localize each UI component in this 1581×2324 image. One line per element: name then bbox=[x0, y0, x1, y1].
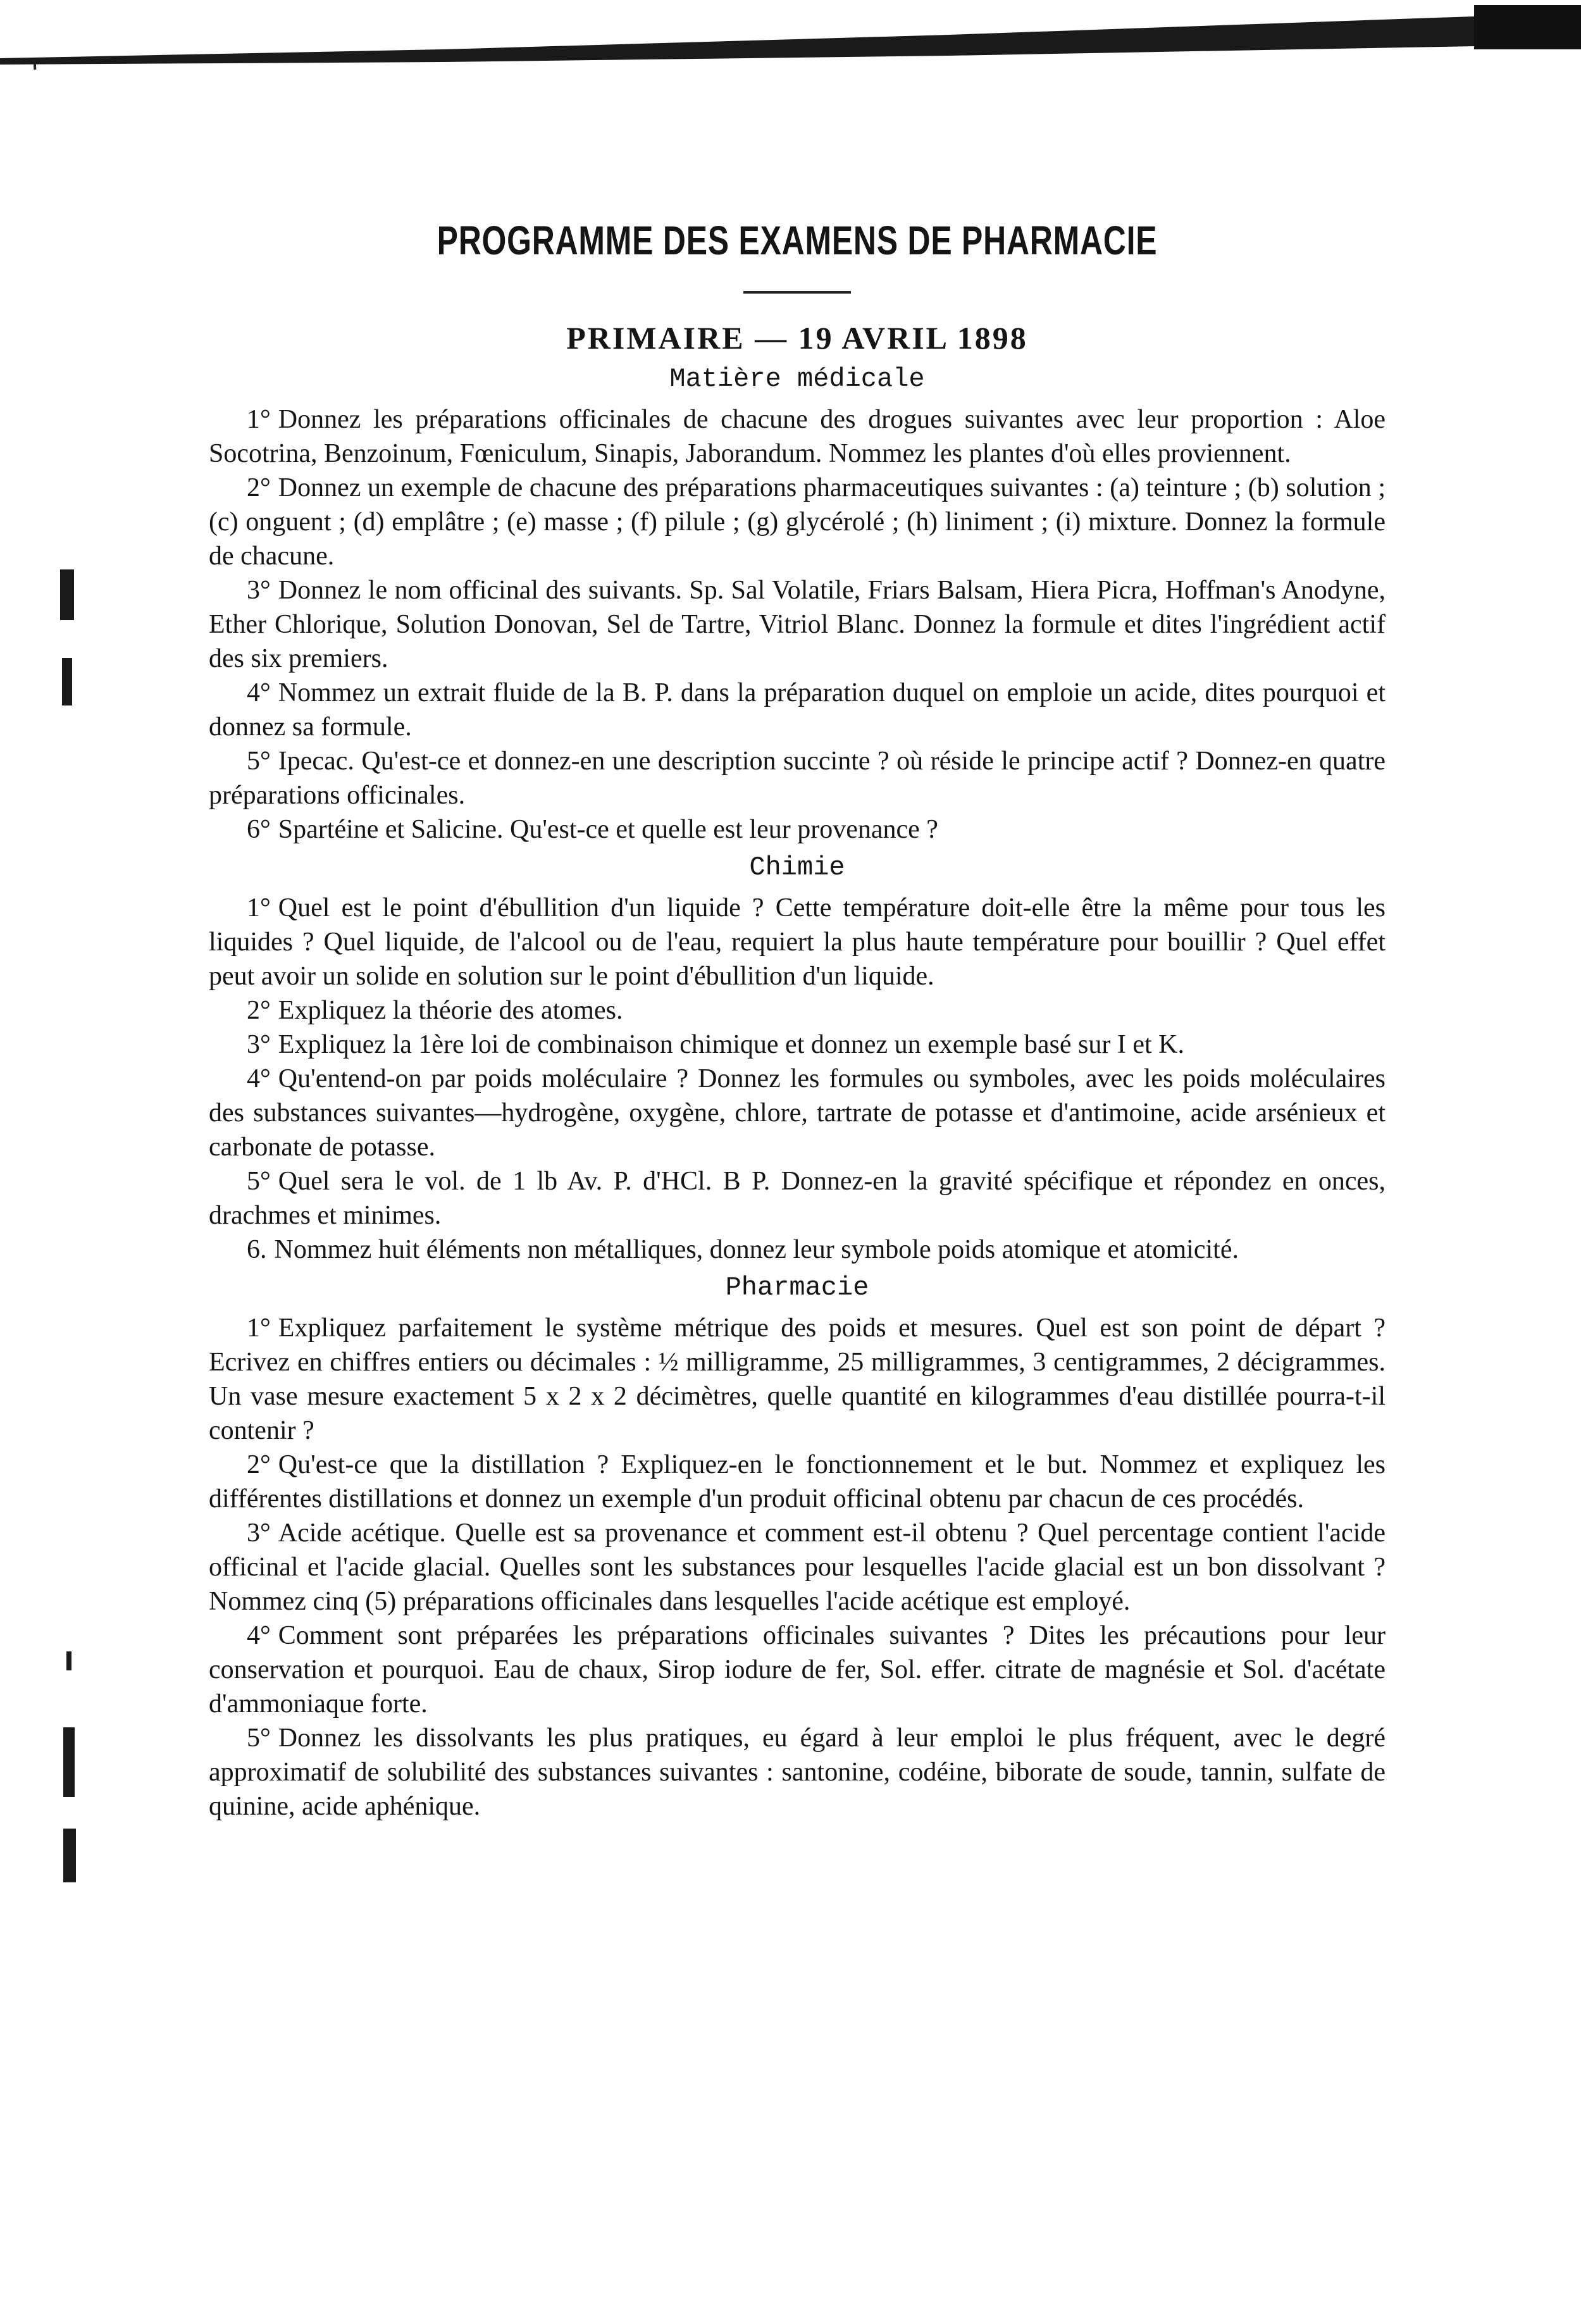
question-text: Quel est le point d'ébullition d'un liquide ? Cette température doit-elle être la même pour tous les liquides ? Quel liquide, de l'alcool ou de l'eau, requiert la plus haute température pour bouillir ? Quel effet peut avoir un solide en solution sur le point d'ébullition d'un liquide. bbox=[209, 893, 1386, 991]
binding-mark bbox=[63, 1829, 76, 1882]
question bbox=[209, 1233, 1386, 1267]
question-number: 6. bbox=[247, 1235, 267, 1264]
question bbox=[209, 1516, 1386, 1619]
question-number: 4° bbox=[247, 1621, 271, 1650]
question-text: Donnez le nom officinal des suivants. Sp. Sal Volatile, Friars Balsam, Hiera Picra, Hoffman's Anodyne, Ether Chlorique, Solution Donovan, Sel de Tartre, Vitriol Blanc. Donnez la formule et dites l'ingrédient actif des six premiers. bbox=[209, 576, 1386, 673]
question-number: 1° bbox=[247, 893, 271, 923]
question bbox=[209, 812, 1386, 847]
question-number: 5° bbox=[247, 1724, 271, 1753]
section-chimie bbox=[209, 850, 1386, 1267]
section-matiere-medicale bbox=[209, 362, 1386, 847]
question-number: 3° bbox=[247, 1519, 271, 1548]
question-text: Expliquez la théorie des atomes. bbox=[278, 996, 623, 1025]
question-text: Qu'est-ce que la distillation ? Expliquez-en le fonctionnement et le but. Nommez et expliquez les différentes distillations et donnez un exemple d'un produit officinal obtenu par chacun de ces procédés. bbox=[209, 1450, 1386, 1513]
title-divider bbox=[743, 291, 851, 294]
document-page bbox=[209, 190, 1386, 1824]
question-text: Quel sera le vol. de 1 lb Av. P. d'HCl. B P. Donnez-en la gravité spécifique et répondez en onces, drachmes et minimes. bbox=[209, 1167, 1386, 1230]
question-number: 1° bbox=[247, 1314, 271, 1343]
question bbox=[209, 1164, 1386, 1233]
binding-mark bbox=[66, 1651, 71, 1670]
binding-mark bbox=[60, 569, 74, 620]
question-text: Expliquez la 1ère loi de combinaison chimique et donnez un exemple basé sur I et K. bbox=[278, 1030, 1185, 1059]
question-number: 1° bbox=[247, 405, 271, 434]
question-text: Ipecac. Qu'est-ce et donnez-en une description succinte ? où réside le principe actif ? Donnez-en quatre préparations officinales. bbox=[209, 747, 1386, 810]
question bbox=[209, 1311, 1386, 1448]
question bbox=[209, 1028, 1386, 1062]
question-number: 2° bbox=[247, 1450, 271, 1479]
question bbox=[209, 676, 1386, 744]
top-edge-rule bbox=[0, 0, 1581, 70]
section-pharmacie bbox=[209, 1271, 1386, 1824]
section-heading: Chimie bbox=[749, 852, 845, 883]
question-text: Expliquez parfaitement le système métrique des poids et mesures. Quel est son point de départ ? Ecrivez en chiffres entiers ou décimales : ½ milligramme, 25 milligrammes, 3 centigrammes, 2 décigrammes. Un vase mesure exactement 5 x 2 x 2 décimètres, quelle quantité en kilogrammes d'eau distillée pourra-t-il contenir ? bbox=[209, 1314, 1386, 1445]
question bbox=[209, 573, 1386, 676]
binding-mark bbox=[63, 1727, 75, 1797]
question-number: 5° bbox=[247, 1167, 271, 1196]
question bbox=[209, 1062, 1386, 1164]
binding-mark bbox=[62, 658, 72, 705]
question bbox=[209, 1619, 1386, 1721]
question bbox=[209, 993, 1386, 1028]
question bbox=[209, 744, 1386, 812]
question-text: Nommez huit éléments non métalliques, donnez leur symbole poids atomique et atomicité. bbox=[274, 1235, 1239, 1264]
question-number: 4° bbox=[247, 678, 271, 707]
question-text: Donnez les préparations officinales de chacune des drogues suivantes avec leur proportion : Aloe Socotrina, Benzoinum, Fœniculum, Sinapis, Jaborandum. Nommez les plantes d'où elles proviennent. bbox=[209, 405, 1386, 468]
question-number: 2° bbox=[247, 996, 271, 1025]
question bbox=[209, 1448, 1386, 1516]
question-text: Comment sont préparées les préparations officinales suivantes ? Dites les précautions pour leur conservation et pourquoi. Eau de chaux, Sirop iodure de fer, Sol. effer. citrate de magnésie et Sol. d'acétate d'ammoniaque forte. bbox=[209, 1621, 1386, 1718]
question-text: Spartéine et Salicine. Qu'est-ce et quelle est leur provenance ? bbox=[278, 815, 938, 844]
exam-heading: PRIMAIRE — 19 AVRIL 1898 bbox=[566, 320, 1028, 356]
question bbox=[209, 891, 1386, 993]
question-number: 4° bbox=[247, 1064, 271, 1093]
question bbox=[209, 1721, 1386, 1824]
question bbox=[209, 402, 1386, 471]
question-number: 2° bbox=[247, 473, 271, 502]
question-text: Donnez les dissolvants les plus pratiques, eu égard à leur emploi le plus fréquent, avec le degré approximatif de solubilité des substances suivantes : santonine, codéine, biborate de soude, tannin, sulfate de quinine, acide aphénique. bbox=[209, 1724, 1386, 1821]
question-number: 3° bbox=[247, 1030, 271, 1059]
question-text: Donnez un exemple de chacune des préparations pharmaceutiques suivantes : (a) teinture ; (b) solution ; (c) onguent ; (d) emplâtre ; (e) masse ; (f) pilule ; (g) glycérolé ; (h) liniment ; (i) mixture. Donnez la formule de chacune. bbox=[209, 473, 1386, 571]
question-text: Nommez un extrait fluide de la B. P. dans la préparation duquel on emploie un acide, dites pourquoi et donnez sa formule. bbox=[209, 678, 1386, 742]
question-text: Acide acétique. Quelle est sa provenance et comment est-il obtenu ? Quel percentage contient l'acide officinal et l'acide glacial. Quelles sont les substances pour lesquelles l'acide glacial est un bon dissolvant ? Nommez cinq (5) préparations officinales dans lesquelles l'acide acétique est employé. bbox=[209, 1519, 1386, 1616]
document-title: PROGRAMME DES EXAMENS DE PHARMACIE bbox=[437, 218, 1158, 263]
question bbox=[209, 471, 1386, 573]
question-number: 5° bbox=[247, 747, 271, 776]
section-heading: Pharmacie bbox=[725, 1272, 869, 1303]
question-number: 3° bbox=[247, 576, 271, 605]
section-heading: Matière médicale bbox=[669, 364, 925, 394]
question-text: Qu'entend-on par poids moléculaire ? Donnez les formules ou symboles, avec les poids moléculaires des substances suivantes—hydrogène, oxygène, chlore, tartrate de potasse et d'antimoine, acide arsénieux et carbonate de potasse. bbox=[209, 1064, 1386, 1162]
question-number: 6° bbox=[247, 815, 271, 844]
